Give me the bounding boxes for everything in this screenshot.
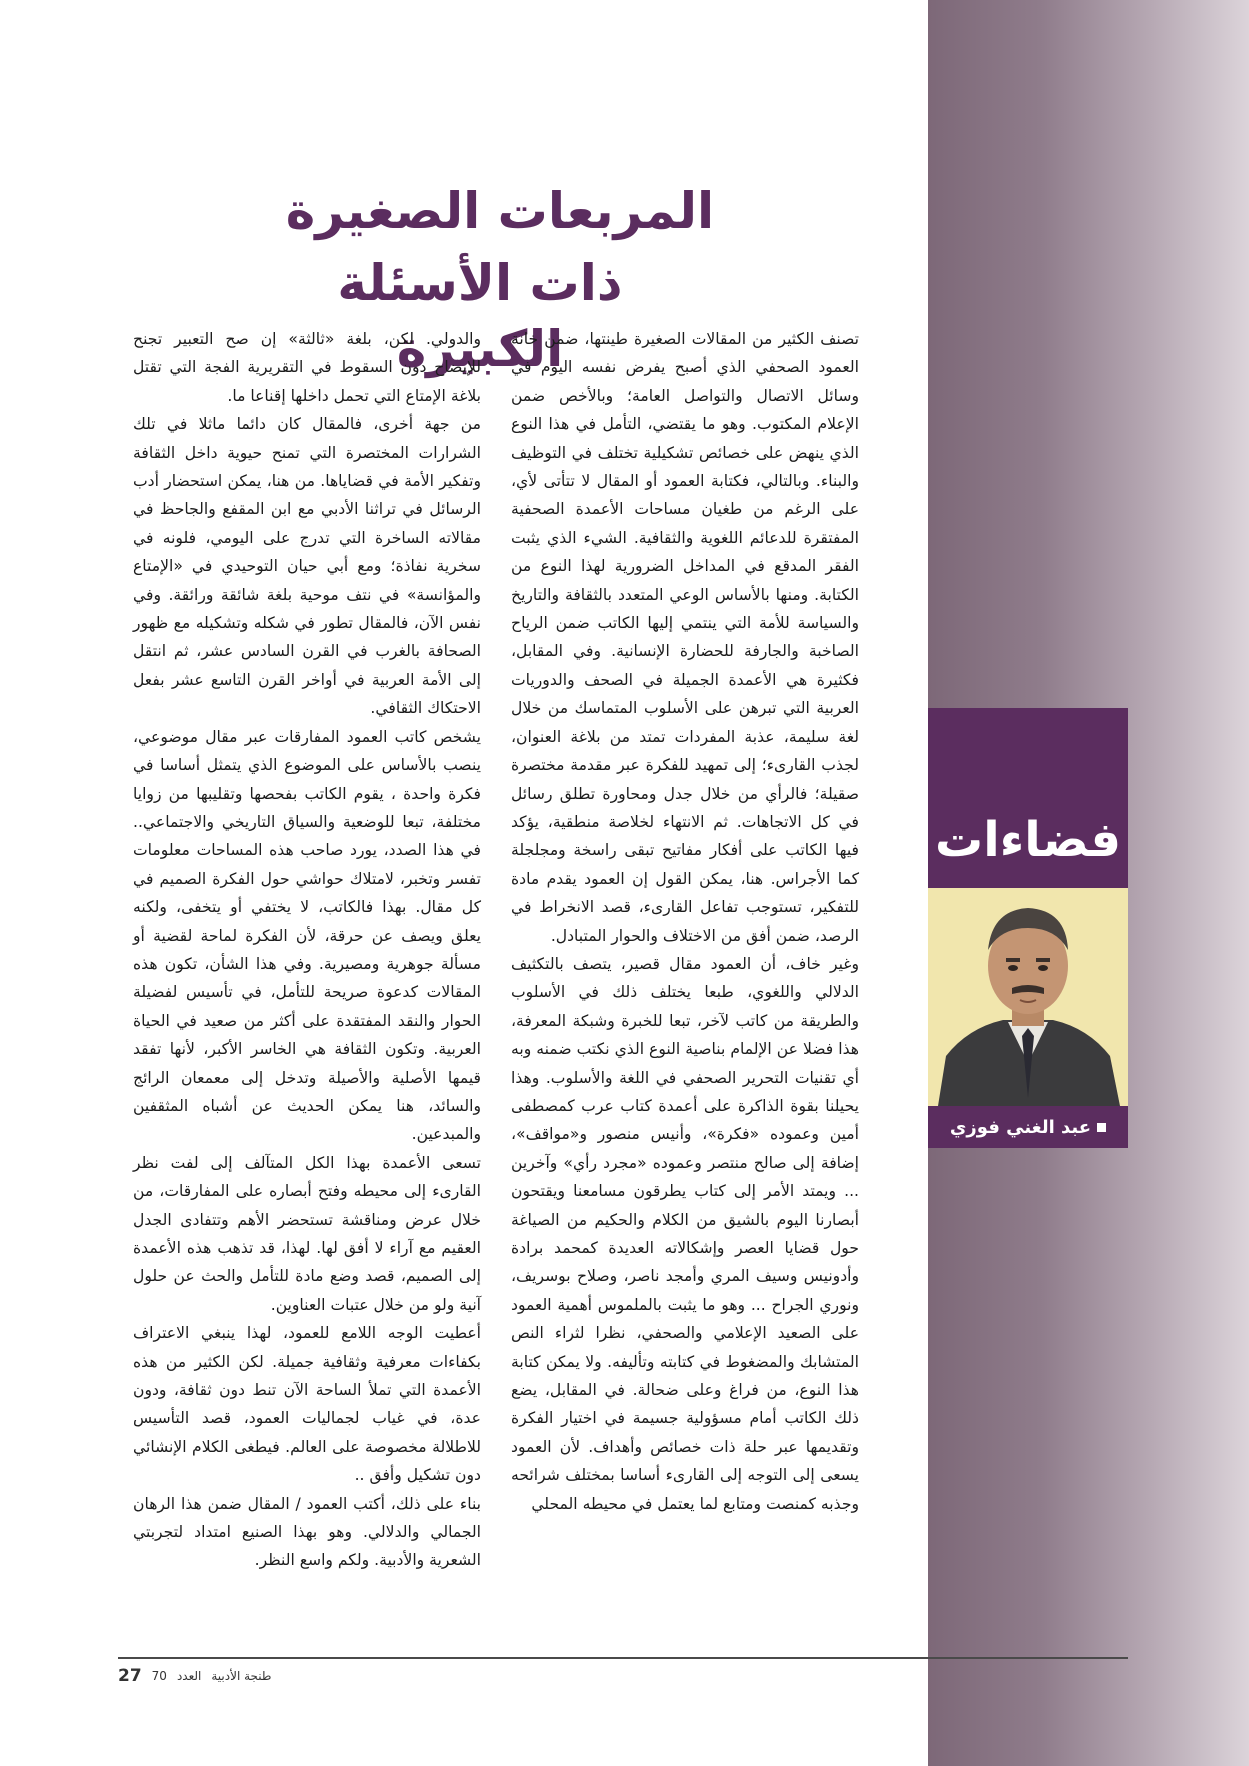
- page-number: 27: [118, 1666, 142, 1686]
- article-column-left: [133, 325, 481, 1575]
- magazine-name: طنجة الأدبية: [211, 1669, 272, 1683]
- paragraph: تصنف الكثير من المقالات الصغيرة طينتها، ضمن خانة العمود الصحفي الذي أصبح يفرض نفسه اليوم في وسائل الاتصال والتواصل العامة؛ وبالأخص ضمن الإعلام المكتوب. وهو ما يقتضي، التأمل في هذا النوع الذي ينهض على خصائص تشكيلية تختلف في التوظيف والبناء. وبالتالي، فكتابة العمود أو المقال لا تتأتى لأي، على الرغم من طغيان مساحات الأعمدة الصحفية المفتقرة للدعائم اللغوية والثقافية. الشيء الذي يثبت الفقر المدقع في المداخل الضرورية لهذا النوع من الكتابة. ومنها بالأساس الوعي المتعدد بالثقافة والتاريخ والسياسة للأمة التي ينتمي إليها الكاتب ضمن الرياح الصاخبة والجارفة للحضارة الإنسانية. وفي المقابل، فكثيرة هي الأعمدة الجميلة في الصحف والدوريات العربية التي تبرهن على الأسلوب المتماسك من خلال لغة سليمة، عذبة المفردات تمتد من بلاغة العنوان، لجذب القارىء؛ إلى تمهيد للفكرة عبر مقدمة مختصرة صقيلة؛ فالرأي من خلال جدل ومحاورة تطلق رسائل في كل الاتجاهات. ثم الانتهاء لخلاصة منطقية، يؤكد فيها الكاتب على أفكار مفاتيح تبقى راسخة ومجلجلة كما الأجراس. هنا، يمكن القول إن العمود يقدم مادة للتفكير، تستوجب تفاعل القارىء، قصد الانخراط في الرصد، ضمن أفق من الاختلاف والحوار المتبادل.: [511, 330, 859, 945]
- section-title: فضاءات: [935, 812, 1121, 868]
- footer-rule: [118, 1657, 1128, 1659]
- paragraph: تسعى الأعمدة بهذا الكل المتآلف إلى لفت نظر القارىء إلى محيطه وفتح أبصاره على المفارقات، من خلال عرض ومناقشة تستحضر الأهم وتتفادى الجدل العقيم مع آراء لا أفق لها. لهذا، قد تذهب هذه الأعمدة إلى الصميم، قصد وضع مادة للتأمل والحث عن حلول آنية ولو من خلال عتبات العناوين.: [133, 1153, 481, 1314]
- paragraph: بناء على ذلك، أكتب العمود / المقال ضمن هذا الرهان الجمالي والدلالي. وهو بهذا الصنيع امتداد لتجربتي الشعرية والأدبية. ولكم واسع النظر.: [133, 1494, 481, 1570]
- paragraph: من جهة أخرى، فالمقال كان دائما ماثلا في تلك الشرارات المختصرة التي تمنح حيوية داخل الثقافة وتفكير الأمة في قضاياها. من هنا، يمكن استحضار أدب الرسائل في تراثنا الأدبي مع ابن المقفع والجاحظ في مقالاته الساخرة التي تدرج على اليومي، فلونه في سخرية نفاذة؛ ومع أبي حيان التوحيدي في «الإمتاع والمؤانسة» في نتف موحية بلغة شائقة ورائقة. وفي نفس الآن، فالمقال تطور في شكله وتشكيله مع ظهور الصحافة بالغرب في القرن السادس عشر، ثم انتقل إلى الأمة العربية في أواخر القرن التاسع عشر بفعل الاحتكاك الثقافي.: [133, 415, 481, 718]
- author-portrait-icon: [928, 888, 1128, 1106]
- paragraph: والدولي. لكن، بلغة «ثالثة» إن صح التعبير تجنح للإيضاح دون السقوط في التقريرية الفجة التي تقتل بلاغة الإمتاع التي تحمل داخلها إقناعا ما.: [133, 330, 481, 405]
- issue-label: العدد: [176, 1669, 202, 1683]
- article-title-line2: ذات الأسئلة الكبيرة: [337, 254, 623, 378]
- author-name: عبد الغني فوزي: [949, 1116, 1092, 1138]
- author-photo: [928, 888, 1128, 1106]
- paragraph: يشخص كاتب العمود المفارقات عبر مقال موضوعي، ينصب بالأساس على الموضوع الذي يتمثل أساسا في فكرة واحدة ، يقوم الكاتب بفحصها وتقليبها من زوايا مختلفة، تبعا للوضعية والسياق التاريخي والاجتماعي.. في هذا الصدد، يورد صاحب هذه المساحات معلومات تفسر وتخبر، لامتلاك حواشي حول الفكرة الصميم في كل مقال. بهذا فالكاتب، لا يختفي أو يتخفى، ولكنه يعلق ويصف عن حرقة، لأن الفكرة لماحة لقضية أو مسألة جوهرية ومصيرية. وفي هذا الشأن، تكون هذه المقالات كدعوة صريحة للتأمل، في تأسيس لفضيلة الحوار والنقد المفتقدة على أكثر من صعيد في الحياة العربية. وتكون الثقافة هي الخاسر الأكبر، لأنها تفقد قيمها الأصلية والأصيلة وتدخل إلى معمعان الرائج والسائد، هنا يمكن الحديث عن أشباه المثقفين والمبدعين.: [133, 727, 481, 1144]
- square-bullet-icon: [1097, 1123, 1106, 1132]
- page-footer: [118, 1663, 271, 1689]
- issue-number: 70: [151, 1669, 167, 1683]
- paragraph: وغير خاف، أن العمود مقال قصير، يتصف بالتكثيف الدلالي واللغوي، طبعا يختلف ذلك في الأسلوب والطريقة من كاتب لآخر، تبعا للخبرة وشبكة المعرفة، هذا فضلا عن الإلمام بناصية النوع الذي نكتب ضمنه وبه أي تقنيات التحرير الصحفي في اللغة والأسلوب. وهذا يحيلنا بقوة الذاكرة على أعمدة كتاب عرب كمصطفى أمين وعموده «فكرة»، وأنيس منصور و«مواقف»، إضافة إلى صالح منتصر وعموده «مجرد رأي» وآخرين ... ويمتد الأمر إلى كتاب يطرقون مسامعنا ويقتحون أبصارنا اليوم بالشيق من الكلام والحكيم من الصياغة حول قضايا العصر وإشكالاته العديدة كمحمد برادة وأدونيس وسيف المري وأمجد ناصر، وصلاح بوسريف، ونوري الجراح ... وهو ما يثبت بالملموس أهمية العمود على الصعيد الإعلامي والصحفي، نظرا لثراء النص المتشابك والمضغوط في كتابته وتأليفه. ولا يمكن كتابة هذا النوع، من فراغ وعلى ضحالة. في المقابل، يضع ذلك الكاتب أمام مسؤولية جسيمة في اختيار الفكرة وتقديمها عبر حلة ذات خصائص وأهداف. لأن العمود يسعى إلى التوجه إلى القارىء أساسا بمختلف شرائحه وجذبه كمنصت ومتابع لما يعتمل في محيطه المحلي: [511, 954, 859, 1513]
- paragraph: أعطيت الوجه اللامع للعمود، لهذا ينبغي الاعتراف بكفاءات معرفية وثقافية جميلة. لكن الكثير من هذه الأعمدة التي تملأ الساحة الآن تنط دون ثقافة، ودون عدة، في غياب لجماليات العمود، قصد التأسيس للاطلالة مخصوصة على العالم. فيطغى الكلام الإنشائي دون تشكيل وأفق ..: [133, 1324, 481, 1485]
- article-column-right: [511, 325, 859, 1518]
- article-title-line1: المربعات الصغيرة: [285, 182, 715, 240]
- author-caption: [928, 1106, 1128, 1148]
- section-tab: [928, 708, 1128, 888]
